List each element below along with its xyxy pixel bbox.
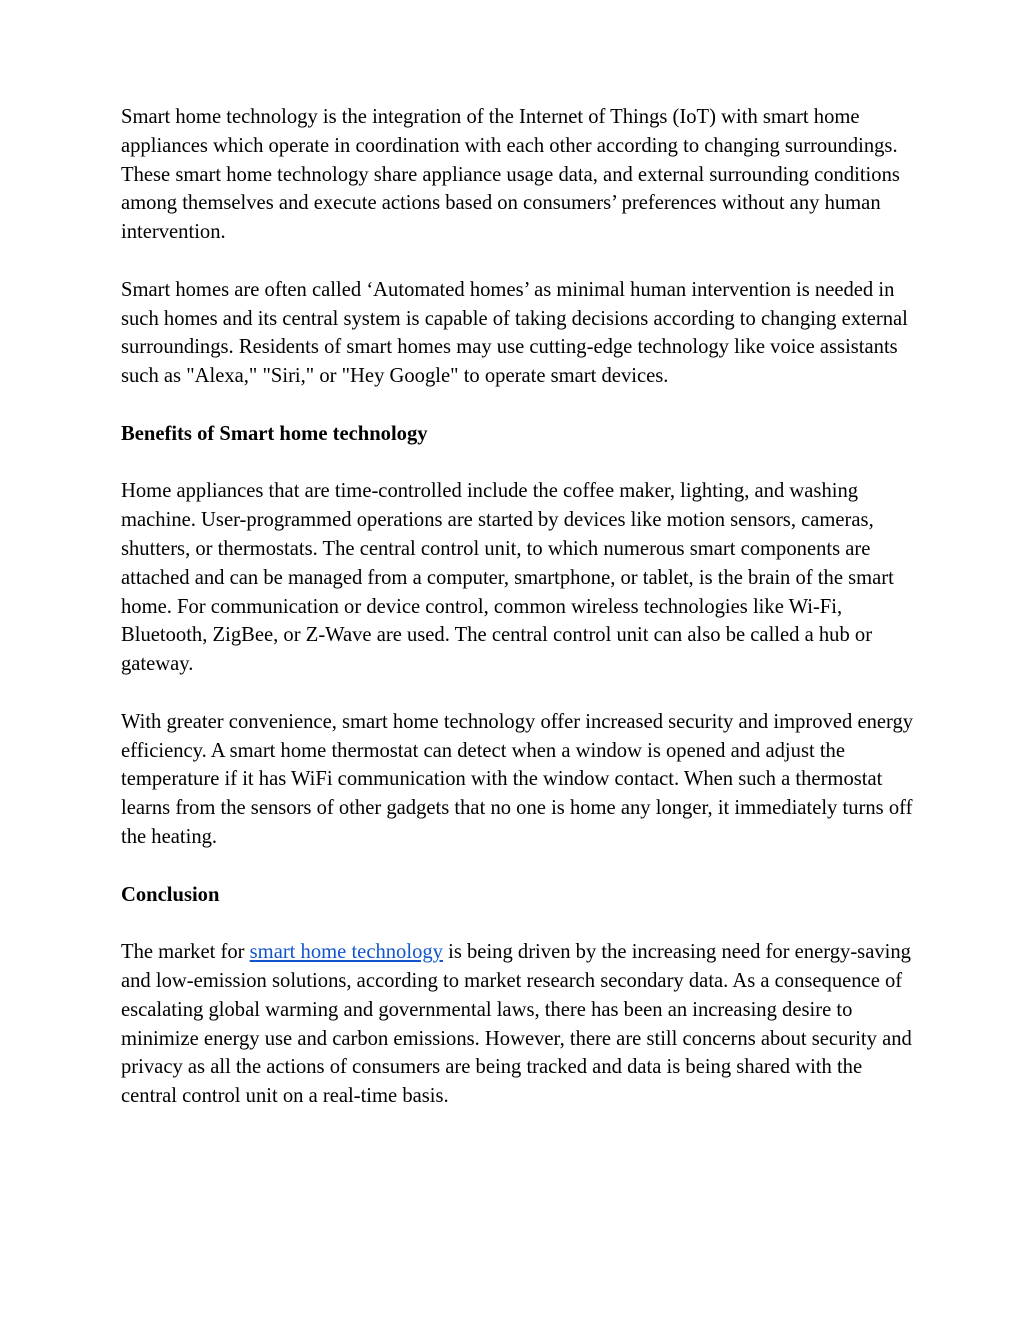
conclusion-paragraph [121,938,921,1111]
intro-paragraph: Smart home technology is the integration of the Internet of Things (IoT) with smart home appliances which operate in coordination with each other according to changing surroundings. These smart home technology share appliance usage data, and external surrounding conditions among themselves and execute actions based on consumers’ preferences without any human intervention. [121,106,900,244]
document-page [121,103,921,1140]
conclusion-text-after-link: is being driven by the increasing need for energy-saving and low-emission solutions, according to market research secondary data. As a consequence of escalating global warming and governmental laws, there has been an increasing desire to minimize energy use and carbon emissions. However, there are still concerns about security and privacy as all the actions of consumers are being tracked and data is being shared with the central control unit on a real-time basis. [121,941,912,1108]
convenience-paragraph: With greater convenience, smart home technology offer increased security and improved energy efficiency. A smart home thermostat can detect when a window is opened and adjust the temperature if it has WiFi communication with the window contact. When such a thermostat learns from the sensors of other gadgets that no one is home any longer, it immediately turns off the heating. [121,710,914,848]
conclusion-text-before-link: The market for [121,941,250,964]
automated-homes-paragraph: Smart homes are often called ‘Automated homes’ as minimal human intervention is needed in such homes and its central system is capable of taking decisions according to changing external surroundings. Residents of smart homes may use cutting-edge technology like voice assistants such as "Alexa," "Siri," or "Hey Google" to operate smart devices. [121,278,908,388]
benefits-heading: Benefits of Smart home technology [121,422,428,445]
smart-home-technology-link[interactable]: smart home technology [249,941,443,964]
conclusion-heading: Conclusion [121,883,220,906]
appliances-paragraph: Home appliances that are time-controlled include the coffee maker, lighting, and washing machine. User-programmed operations are started by devices like motion sensors, cameras, shutters, or thermostats. The central control unit, to which numerous smart components are attached and can be managed from a computer, smartphone, or tablet, is the brain of the smart home. For communication or device control, common wireless technologies like Wi-Fi, Bluetooth, ZigBee, or Z-Wave are used. The central control unit can also be called a hub or gateway. [121,480,894,676]
